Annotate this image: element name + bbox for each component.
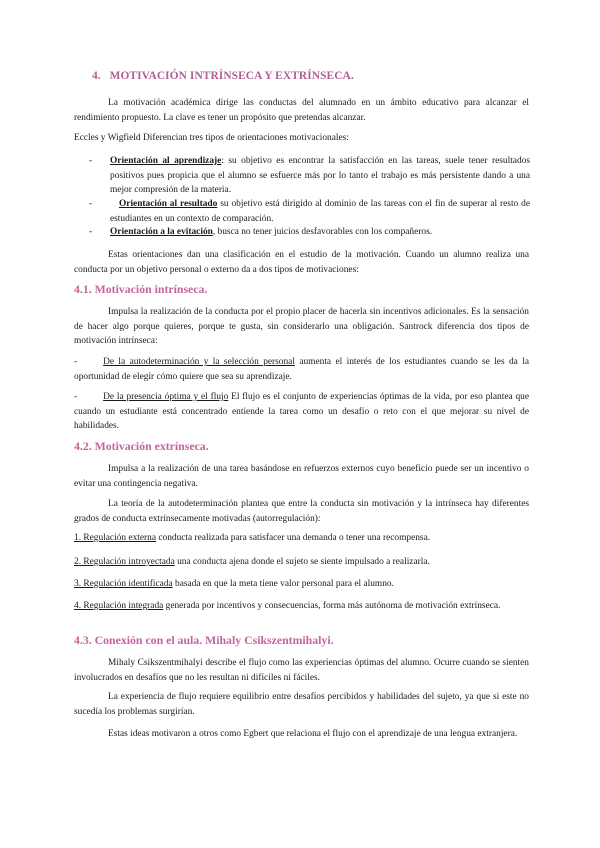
classroom-paragraph: Mihaly Csikszentmihalyi describe el flujo como las experiencias óptimas del alumno. Ocurre cuando se sienten involucrados en desafíos que no les resultan ni difíciles ni fáciles. [74, 658, 529, 683]
intro-eccles-paragraph: Eccles y Wigfield Diferencian tres tipos de orientaciones motivacionales: [74, 133, 349, 143]
regulation-term: 3. Regulación identificada [74, 579, 173, 589]
orientation-item [90, 197, 530, 226]
list-bullet: - [89, 227, 93, 237]
intro-paragraph: La motivación académica dirige las conductas del alumnado en un ámbito educativo para alcanzar el rendimiento propuesto. La clave es tener un propósito que pretendas alcanzar. [74, 98, 529, 123]
regulation-term: 1. Regulación externa [74, 533, 156, 543]
flow-paragraph: La experiencia de flujo requiere equilibrio entre desafíos percibidos y habilidades del sujeto, ya que si este no sucedía los problemas surgirían. [74, 692, 529, 717]
regulation-term: 2. Regulación introyectada [74, 557, 175, 567]
autodetermination-paragraph: La teoría de la autodeterminación plantea que entre la conducta sin motivación y la intrínseca hay diferentes grados de conducta extrínsecamente motivadas (autorregulación): [74, 499, 529, 524]
intrinsic-type-item [74, 390, 529, 434]
regulation-text: conducta realizada para satisfacer una demanda o tener una recompensa. [156, 533, 431, 543]
intrinsic-type-text: aumenta el interés de los estudiantes cuando se les da la oportunidad de elegir cómo quiere que sea su aprendizaje. [74, 357, 529, 382]
subsection-title-extrinsic: 4.2. Motivación extrínseca. [74, 439, 209, 453]
intrinsic-paragraph: Impulsa la realización de la conducta por el propio placer de hacerla sin incentivos adicionales. Es la sensación de hacer algo porque quieres, porque te gusta, sin considerarlo una obligación. Santrock diferencia dos tipos de motivación intrínseca: [74, 307, 529, 347]
orientation-text: , busca no tener juicios desfavorables con los compañeros. [212, 227, 433, 237]
section-title: MOTIVACIÓN INTRÍNSECA Y EXTRÍNSECA. [109, 70, 354, 82]
subsection-title-intrinsic: 4.1. Motivación intrínseca. [74, 282, 208, 296]
extrinsic-paragraph: Impulsa a la realización de una tarea basándose en refuerzos externos cuyo beneficio puede ser un incentivo o evitar una contingencia negativa. [74, 464, 529, 489]
egbert-paragraph: Estas ideas motivaron a otros como Egbert que relaciona el flujo con el aprendizaje de una lengua extranjera. [108, 729, 518, 739]
regulation-text: una conducta ajena donde el sujeto se siente impulsado a realizarla. [174, 557, 430, 567]
intrinsic-type-term: De la presencia óptima y el flujo [103, 392, 229, 402]
orientation-text: : su objetivo es encontrar la satisfacción en las tareas, suele tener resultados positivos pues propicia que el alumno se esfuerce más por lo tanto el trabajo es más persistente dando a una mejor compresión de la materia. [110, 156, 530, 196]
regulation-item [74, 531, 529, 546]
orientation-term: Orientación al resultado [119, 199, 218, 209]
regulation-term: 4. Regulación integrada [74, 601, 164, 611]
regulation-item [74, 599, 529, 614]
list-bullet: - [74, 392, 78, 402]
orientation-item [90, 225, 530, 240]
list-bullet: - [74, 357, 78, 367]
list-bullet: - [89, 156, 93, 166]
intrinsic-type-text: El flujo es el conjunto de experiencias óptimas de la vida, por eso plantea que cuando un estudiante está concentrado entiende la tarea como un desafío o reto con el que mejorar su nivel de habilidades. [74, 392, 529, 432]
intrinsic-type-term: De la autodeterminación y la selección personal [103, 357, 295, 367]
orientations-summary: Estas orientaciones dan una clasificación en el estudio de la motivación. Cuando un alumno realiza una conducta por un objetivo personal o externo da a dos tipos de motivaciones: [74, 250, 529, 275]
orientation-term: Orientación a la evitación [110, 227, 213, 237]
orientation-text: su objetivo está dirigido al dominio de las tareas con el fin de superar al resto de estudiantes en un contexto de comparación. [110, 199, 530, 224]
regulation-item [74, 577, 529, 592]
subsection-title-classroom: 4.3. Conexión con el aula. Mihaly Csikszentmihalyi. [74, 633, 334, 647]
regulation-text: generada por incentivos y consecuencias, forma más autónoma de motivación extrínseca. [163, 601, 501, 611]
orientation-item [90, 154, 530, 198]
intrinsic-type-item [74, 355, 529, 384]
regulation-text: basada en que la meta tiene valor personal para el alumno. [172, 579, 394, 589]
section-number: 4. [92, 70, 101, 82]
list-bullet: - [89, 199, 93, 209]
regulation-item [74, 555, 529, 570]
section-heading [92, 70, 354, 82]
orientation-term: Orientación al aprendizaje [110, 156, 222, 166]
